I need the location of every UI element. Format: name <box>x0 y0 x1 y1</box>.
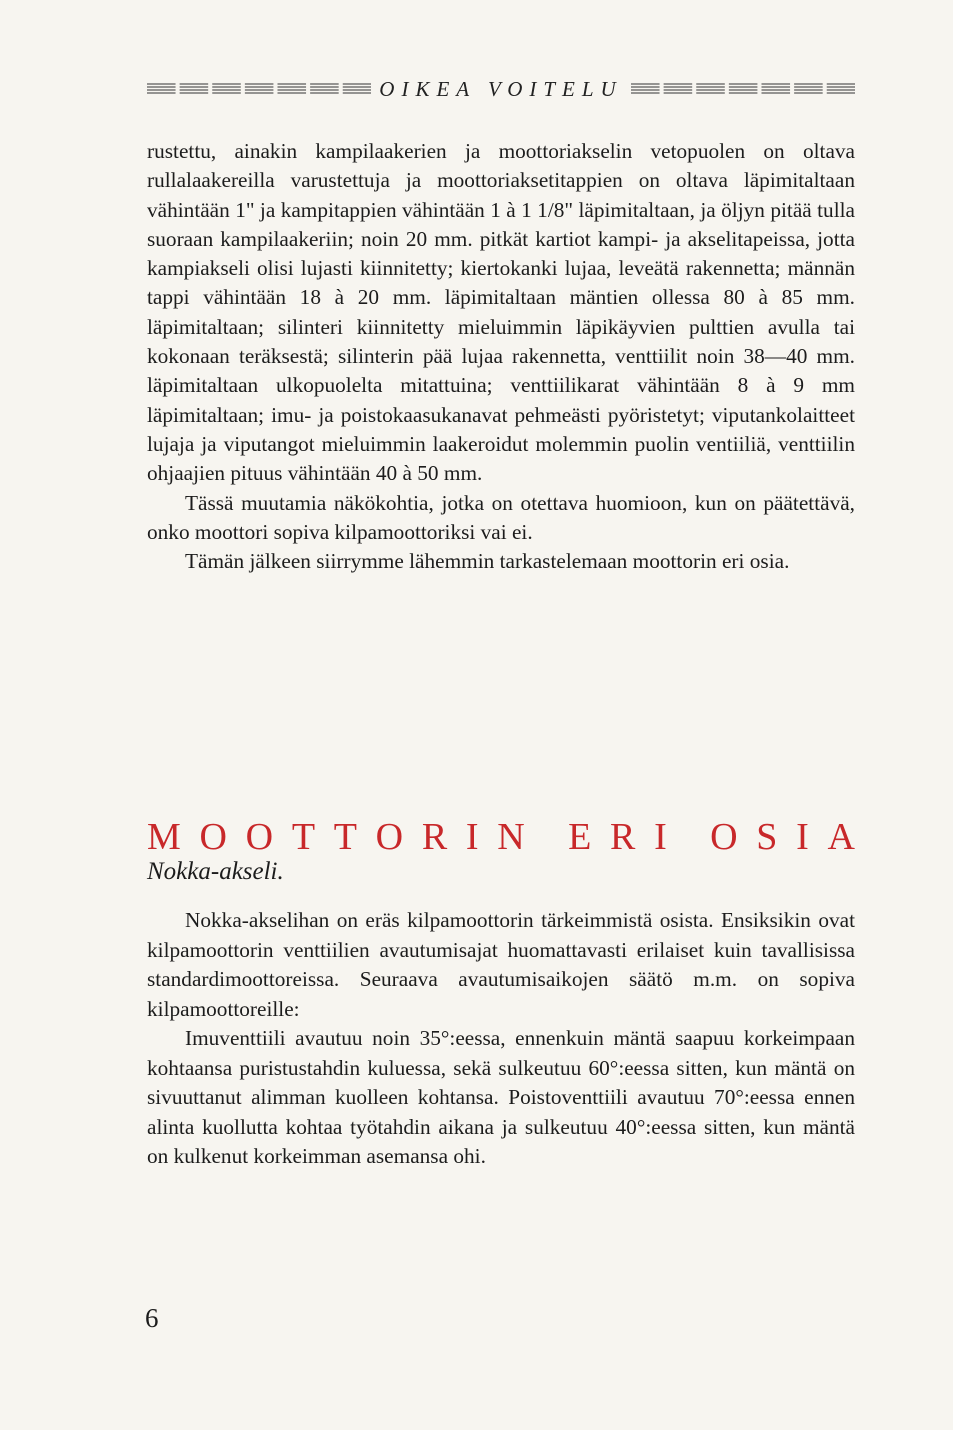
heading-letter: I <box>465 816 479 858</box>
section-heading <box>147 815 855 859</box>
page-number: 6 <box>145 1303 159 1333</box>
heading-letter: I <box>654 816 667 858</box>
subheading: Nokka-akseli. <box>147 858 284 885</box>
heading-gap <box>685 815 691 859</box>
paragraph: Nokka-akselihan on eräs kilpamoottorin tärkeimmistä osista. Ensiksikin ovat kilpamoottorin venttiilien avautumisajat huomattavasti erilaiset kuin tavallisissa standardimoottoreissa. Seuraava avautumisaikojen säätö m.m. on sopiva kilpamoottoreille: <box>147 908 855 1021</box>
heading-letter: R <box>421 816 448 858</box>
decorative-rule-right <box>631 82 855 96</box>
heading-letter: E <box>568 816 592 858</box>
heading-letter: N <box>497 816 525 858</box>
paragraph: Tämän jälkeen siirrymme lähemmin tarkastelemaan moottorin eri osia. <box>185 549 790 574</box>
heading-letter: M <box>147 816 181 858</box>
heading-letter: O <box>375 816 404 858</box>
heading-letter: O <box>710 816 738 858</box>
decorative-rule-left <box>147 82 371 96</box>
heading-letter: R <box>610 816 636 858</box>
running-head <box>147 78 855 100</box>
heading-letter: T <box>333 816 357 858</box>
heading-gap <box>543 815 549 859</box>
heading-letter: T <box>291 816 316 858</box>
heading-letter: S <box>756 816 778 858</box>
body-text-top <box>147 137 855 576</box>
heading-letter: O <box>199 816 227 858</box>
body-text-bottom <box>147 906 855 1172</box>
paragraph: rustettu, ainakin kampilaakerien ja moottoriakselin vetopuolen on oltava rullalaakereilla varustettuja ja moottoriaksetitappien on oltava läpimitaltaan vähintään 1" ja kampitappien vähintään 1 à 1 1/8" läpimitaltaan, ja öljyn pitää tulla suoraan kampilaakeriin; noin 20 mm. pitkät kartiot kampi- ja akselitapeissa, jotta kampiakseli olisi lujasti kiinnitetty; kiertokanki lujaa, leveätä rakennetta; männän tappi vähintään 18 à 20 mm. läpimitaltaan mäntien ollessa 80 à 85 mm. läpimitaltaan; silinteri kiinnitetty mieluimmin läpikäyvien pulttien avulla tai kokonaan teräksestä; silinterin pää lujaa rakennetta, venttiilit noin 38—40 mm. läpimitaltaan ulkopuolelta mitattuina; venttiilikarat vähintään 8 à 9 mm läpimitaltaan; imu- ja poistokaasukanavat pehmeästi pyöristetyt; viputankolaitteet lujaja ja viputangot mieluimmin laakeroidut molemmin puolin ventiiliä, venttiilin ohjaajien pituus vähintään 40 à 50 mm. <box>147 139 855 486</box>
heading-letter: I <box>796 816 809 858</box>
paragraph: Tässä muutamia näkökohtia, jotka on otettava huomioon, kun on päätettävä, onko moottori sopiva kilpamoottoriksi vai ei. <box>147 490 855 544</box>
paragraph: Imuventtiili avautuu noin 35°:eessa, ennenkuin mäntä saapuu korkeimpaan kohtaansa puristustahdin kuluessa, sekä sulkeutuu 60°:eessa sitten, kun mäntä on sivuuttanut alimman kuolleen kohtansa. Poistoventtiili avautuu 70°:eessa ennen alinta kuollutta kohtaa työtahdin aikana ja sulkeutuu 40°:eessa sitten, kun mäntä on kulkenut korkeimman asemansa ohi. <box>147 1026 855 1168</box>
running-head-title: OIKEA VOITELU <box>379 76 623 101</box>
heading-letter: O <box>245 816 274 858</box>
heading-letter: A <box>827 816 855 858</box>
